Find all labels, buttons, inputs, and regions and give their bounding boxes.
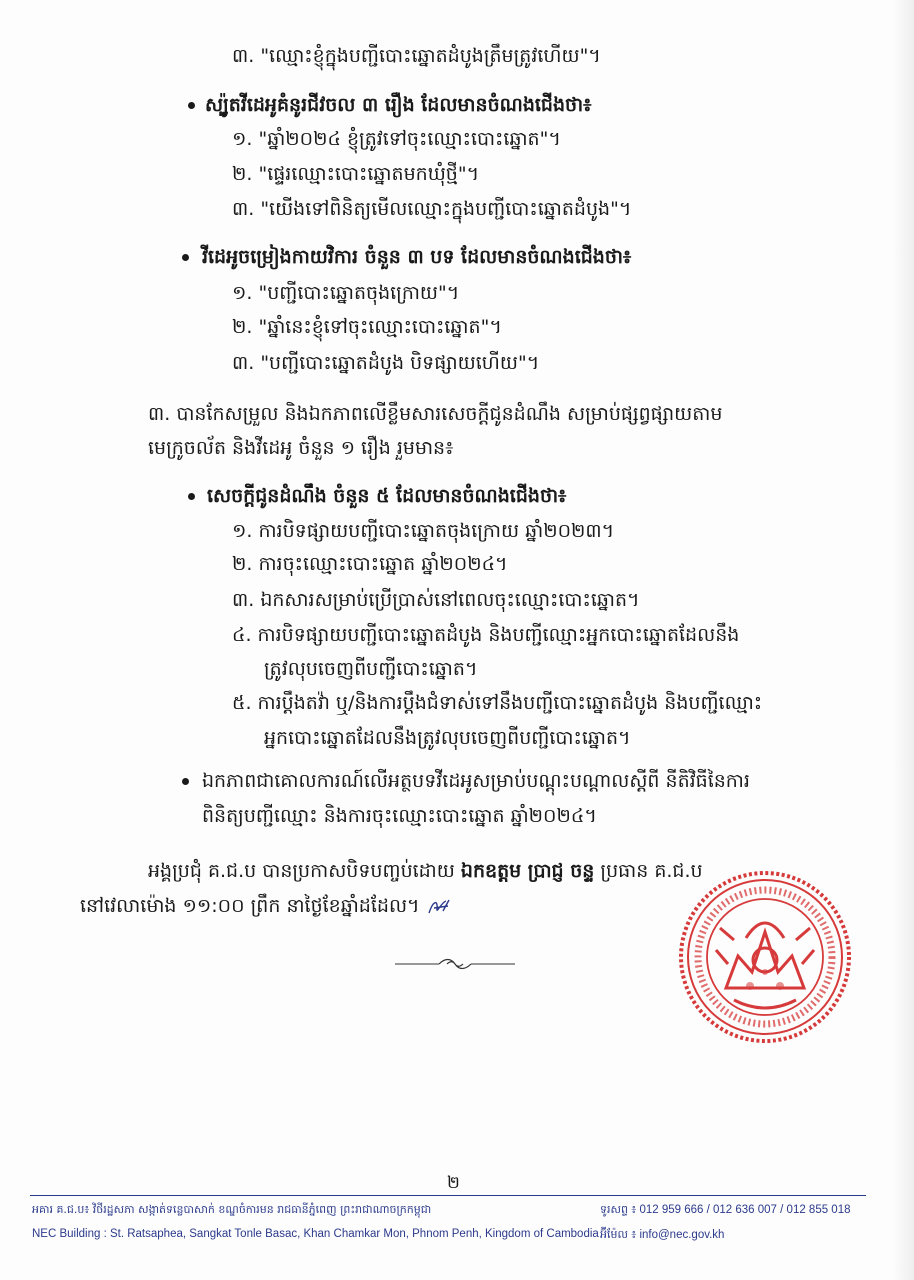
footer-divider xyxy=(30,1195,866,1196)
footer-phone-label: ទូរសព្ទ ៖ xyxy=(600,1203,637,1216)
closing-suffix: ប្រធាន គ.ជ.ប xyxy=(600,860,703,882)
page-edge-shadow xyxy=(892,0,914,1280)
notice-item-4-line1: ៤. ការបិទផ្សាយបញ្ជីបោះឆ្នោតដំបូង និងបញ្ជីឈ្មោះអ្នកបោះឆ្នោតដែលនឹង xyxy=(232,624,740,646)
footer-address-km: អគារ គ.ជ.ប៖ វិថីរដ្ឋសភា សង្កាត់ទន្លេបាសាក់ ខណ្ឌចំការមន រាជធានីភ្នំពេញ ព្រះរាជាណាចក្រកម្ពុជា xyxy=(32,1203,432,1216)
bullet-notice-heading: សេចក្តីជូនដំណឹង ចំនួន ៥ ដែលមានចំណងជើងថា៖ xyxy=(207,485,567,507)
song-item-3: ៣. "បញ្ជីបោះឆ្នោតដំបូង បិទផ្សាយហើយ"។ xyxy=(232,352,540,374)
item3-line1: ៣. បានកែសម្រួល និងឯកភាពលើខ្លឹមសារសេចក្តីជូនដំណឹង សម្រាប់ផ្សព្វផ្សាយតាម xyxy=(148,403,723,425)
notice-item-2: ២. ការចុះឈ្មោះបោះឆ្នោត ឆ្នាំ២០២៤។ xyxy=(232,553,508,575)
song-item-2: ២. "ឆ្នាំនេះខ្ញុំទៅចុះឈ្មោះបោះឆ្នោត"។ xyxy=(232,316,502,338)
bullet-policy-line1: ឯកភាពជាគោលការណ៍លើអត្ថបទវីដេអូសម្រាប់បណ្តុះបណ្តាលស្តីពី នីតិវិធីនៃការ xyxy=(202,770,750,792)
bullet-icon xyxy=(182,778,189,785)
footer-email xyxy=(600,1228,724,1244)
closing-line2 xyxy=(80,893,452,919)
footer-phone-value: 012 959 666 / 012 636 007 / 012 855 018 xyxy=(639,1204,851,1216)
notice-item-5-line1: ៥. ការប្តឹងតវ៉ា ឬ/និងការប្តឹងជំទាស់ទៅនឹងបញ្ជីបោះឆ្នោតដំបូង និងបញ្ជីឈ្មោះ xyxy=(232,692,763,714)
closing-prefix: អង្គប្រជុំ គ.ជ.ប បានប្រកាសបិទបញ្ចប់ដោយ xyxy=(148,860,455,882)
notice-item-5-line2: អ្នកបោះឆ្នោតដែលនឹងត្រូវលុបចេញពីបញ្ជីបោះឆ្នោត។ xyxy=(264,727,631,749)
bullet-spot-heading: ស្ប៉ូតវីដេអូគំនូរជីវចល ៣ រឿង ដែលមានចំណងជើងថា៖ xyxy=(205,94,592,116)
spot-item-2: ២. "ផ្ទេរឈ្មោះបោះឆ្នោតមកឃុំថ្មី"។ xyxy=(232,163,480,185)
song-item-1: ១. "បញ្ជីបោះឆ្នោតចុងក្រោយ"។ xyxy=(232,282,460,304)
bullet-icon xyxy=(188,493,195,500)
initial-signature-icon xyxy=(426,897,452,917)
list-item-line1: ៣. "ឈ្មោះខ្ញុំក្នុងបញ្ជីបោះឆ្នោតដំបូងត្រឹមត្រូវហើយ"។ xyxy=(232,45,601,67)
footer-phone xyxy=(600,1203,851,1219)
bullet-song-heading: វីដេអូចម្រៀងកាយវិការ ចំនួន ៣ បទ ដែលមានចំណងជើងថា៖ xyxy=(202,246,632,268)
footer-email-label: អ៊ីម៉ែល ៖ xyxy=(600,1228,637,1241)
footer-address-en: NEC Building : St. Ratsaphea, Sangkat Tonle Basac, Khan Chamkar Mon, Phnom Penh, Kingdom of Cambodia xyxy=(32,1228,599,1240)
bullet-icon xyxy=(188,102,195,109)
page-number: ២ xyxy=(447,1173,460,1193)
closing-line1 xyxy=(148,858,703,884)
item3-line2: មេក្រូចល័ត និងវីដេអូ ចំនួន ១ រឿង រួមមាន៖ xyxy=(148,437,454,459)
closing-time: នៅវេលាម៉ោង ១១:០០ ព្រឹក នាថ្ងៃខែឆ្នាំដដែល។ xyxy=(80,895,420,917)
notice-item-1: ១. ការបិទផ្សាយបញ្ជីបោះឆ្នោតចុងក្រោយ ឆ្នាំ២០២៣។ xyxy=(232,520,615,542)
spot-item-3: ៣. "យើងទៅពិនិត្យមើលឈ្មោះក្នុងបញ្ជីបោះឆ្នោតដំបូង"។ xyxy=(232,198,632,220)
closing-chairman-name: ឯកឧត្តម ប្រាជ្ញ ចន្ទ xyxy=(460,860,595,882)
notice-item-4-line2: ត្រូវលុបចេញពីបញ្ជីបោះឆ្នោត។ xyxy=(264,658,478,680)
notice-item-3: ៣. ឯកសារសម្រាប់ប្រើប្រាស់នៅពេលចុះឈ្មោះបោះឆ្នោត។ xyxy=(232,589,640,611)
spot-item-1: ១. "ឆ្នាំ២០២៤ ខ្ញុំត្រូវទៅចុះឈ្មោះបោះឆ្នោត"។ xyxy=(232,128,561,150)
bullet-icon xyxy=(182,254,189,261)
ornament-divider xyxy=(395,956,515,972)
footer-email-value[interactable]: info@nec.gov.kh xyxy=(639,1229,725,1241)
nec-official-seal-icon xyxy=(676,868,854,1046)
bullet-policy-line2: ពិនិត្យបញ្ជីឈ្មោះ និងការចុះឈ្មោះបោះឆ្នោត ឆ្នាំ២០២៤។ xyxy=(202,805,597,827)
